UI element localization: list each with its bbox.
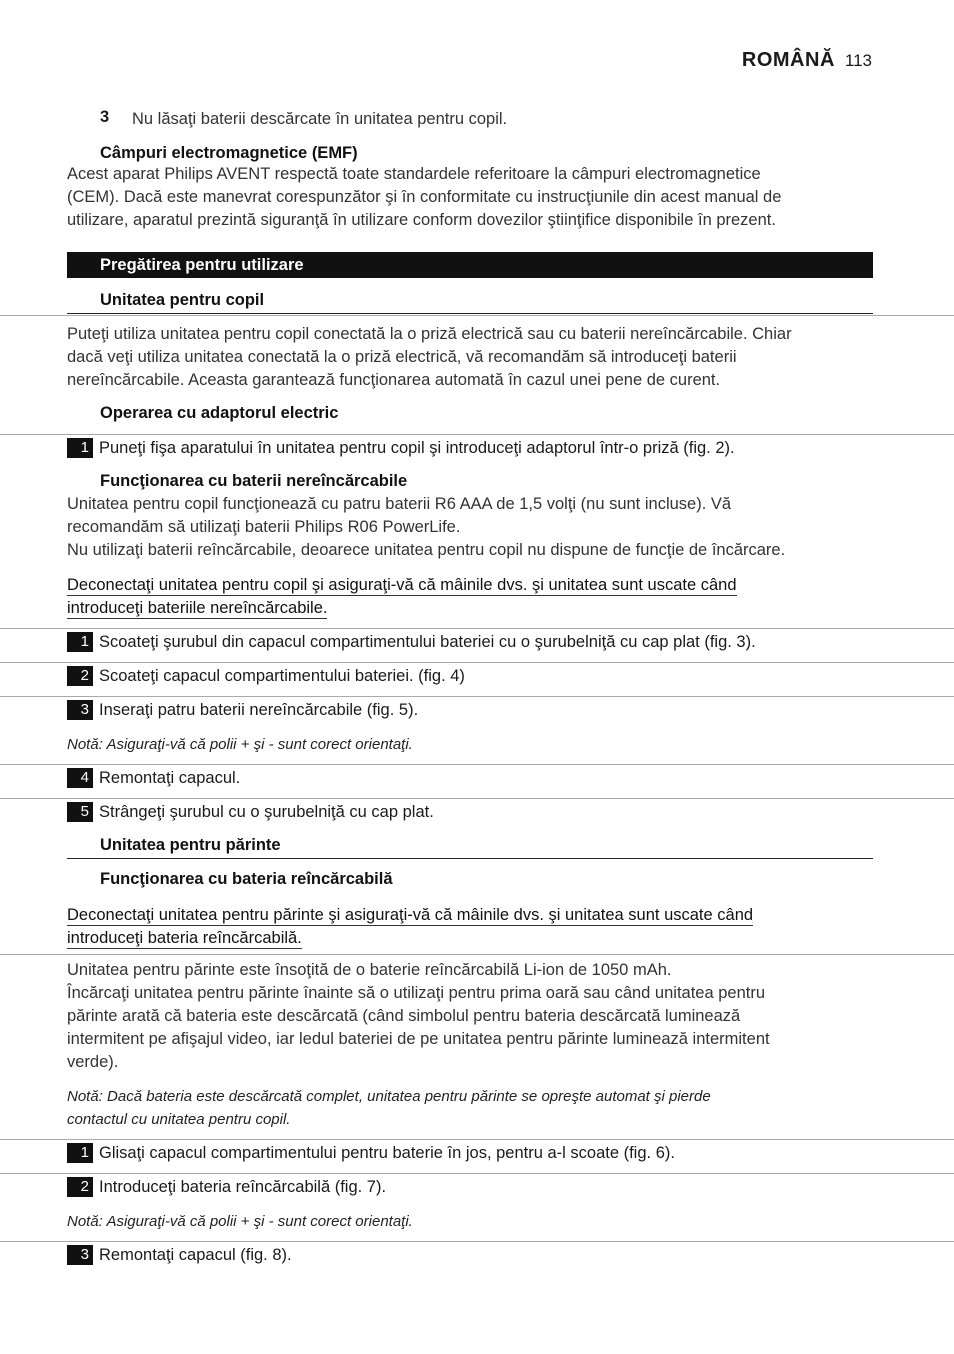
step-item	[67, 699, 418, 721]
divider	[0, 954, 954, 955]
parent-unit-line: verde).	[67, 1053, 119, 1071]
step-item	[67, 1176, 386, 1198]
divider	[0, 1241, 954, 1242]
page-header	[742, 49, 872, 72]
divider	[0, 1139, 954, 1140]
parent-unit-line: Unitatea pentru părinte este însoţită de o baterie reîncărcabilă Li-ion de 1050 mAh.	[67, 961, 672, 979]
step-item	[67, 1244, 292, 1266]
section-title-bar	[67, 252, 873, 278]
note: Notă: Asiguraţi-vă că polii + şi - sunt corect orientaţi.	[67, 1213, 413, 1230]
step-text: Strângeţi şurubul cu o şurubelniţă cu cap plat.	[99, 802, 434, 821]
emf-line: Acest aparat Philips AVENT respectă toate standardele referitoare la câmpuri electromagnetice	[67, 165, 761, 183]
step-item	[67, 437, 735, 459]
divider	[0, 1173, 954, 1174]
step-text: Introduceţi bateria reîncărcabilă (fig. 7).	[99, 1177, 387, 1196]
divider	[0, 662, 954, 663]
step-text: Remontaţi capacul (fig. 8).	[99, 1245, 292, 1264]
divider	[0, 798, 954, 799]
child-unit-line: nereîncărcabile. Aceasta garantează funcţionarea automată în cazul unei pene de curent.	[67, 371, 721, 389]
step-text: Puneţi fişa aparatului în unitatea pentru copil şi introduceţi adaptorul într-o priză (fig. 2).	[99, 438, 735, 457]
adapter-heading: Operarea cu adaptorul electric	[100, 404, 339, 422]
warning-line: Deconectaţi unitatea pentru copil şi asiguraţi-vă că mâinile dvs. şi unitatea sunt uscate când	[67, 576, 737, 594]
step-text: Inseraţi patru baterii nereîncărcabile (fig. 5).	[99, 700, 419, 719]
emf-line: (CEM). Dacă este manevrat corespunzător şi în conformitate cu instrucţiunile din acest manual de	[67, 188, 782, 206]
divider	[0, 315, 954, 316]
warning-line: Deconectaţi unitatea pentru părinte şi asiguraţi-vă că mâinile dvs. şi unitatea sunt uscate când	[67, 906, 754, 924]
heading-rule	[67, 313, 873, 314]
language-label: ROMÂNĂ	[741, 49, 835, 71]
divider	[0, 434, 954, 435]
warning-line: introduceţi bateriile nereîncărcabile.	[67, 599, 328, 617]
note: Notă: Asiguraţi-vă că polii + şi - sunt corect orientaţi.	[67, 736, 413, 753]
step-number: 3	[67, 700, 93, 720]
step-item	[67, 665, 465, 687]
step-text: Remontaţi capacul.	[99, 768, 241, 787]
divider	[0, 628, 954, 629]
step-number: 4	[67, 768, 93, 788]
step-item	[67, 801, 434, 823]
page-number: 113	[844, 51, 872, 70]
note: Notă: Dacă bateria este descărcată complet, unitatea pentru părinte se opreşte automat şi pierde	[67, 1088, 711, 1105]
step-text: Nu lăsaţi baterii descărcate în unitatea pentru copil.	[132, 110, 508, 128]
step-number: 3	[67, 1245, 93, 1265]
parent-unit-line: Încărcaţi unitatea pentru părinte înainte să o utilizaţi pentru prima oară sau când unitatea pentru	[67, 984, 766, 1002]
emf-line: utilizare, aparatul prezintă siguranţă în utilizare conform dovezilor ştiinţifice disponibile în prezent.	[67, 211, 776, 229]
step-text: Scoateţi şurubul din capacul compartimentului bateriei cu o şurubelniţă cu cap plat (fig. 3).	[99, 632, 756, 651]
step-number: 5	[67, 802, 93, 822]
step-number: 3	[100, 108, 110, 126]
step-number: 2	[67, 666, 93, 686]
emf-heading: Câmpuri electromagnetice (EMF)	[100, 144, 358, 162]
child-unit-line: dacă veţi utiliza unitatea conectată la o priză electrică, vă recomandăm să introduceţi baterii	[67, 348, 737, 366]
nonrech-heading: Funcţionarea cu baterii nereîncărcabile	[100, 472, 408, 490]
step-item	[67, 767, 240, 789]
step-item	[67, 1142, 675, 1164]
step-item	[67, 631, 756, 653]
step-text: Scoateţi capacul compartimentului bateriei. (fig. 4)	[99, 666, 465, 685]
parent-unit-line: intermitent pe afişajul video, iar ledul bateriei de pe unitatea pentru părinte luminează intermitent	[67, 1030, 770, 1048]
note: contactul cu unitatea pentru copil.	[67, 1111, 291, 1128]
child-unit-heading: Unitatea pentru copil	[100, 291, 265, 309]
step-number: 1	[67, 1143, 93, 1163]
nonrech-line: Unitatea pentru copil funcţionează cu patru baterii R6 AAA de 1,5 volţi (nu sunt incluse). Vă	[67, 495, 732, 513]
nonrech-line: recomandăm să utilizaţi baterii Philips R06 PowerLife.	[67, 518, 461, 536]
warning-line: introduceţi bateria reîncărcabilă.	[67, 929, 302, 947]
step-number: 2	[67, 1177, 93, 1197]
heading-rule	[67, 858, 873, 859]
step-text: Glisaţi capacul compartimentului pentru baterie în jos, pentru a-l scoate (fig. 6).	[99, 1143, 675, 1162]
divider	[0, 764, 954, 765]
parent-unit-subheading: Funcţionarea cu bateria reîncărcabilă	[100, 870, 393, 888]
nonrech-line: Nu utilizaţi baterii reîncărcabile, deoarece unitatea pentru copil nu dispune de funcţie de încărcare.	[67, 541, 786, 559]
step-number: 1	[67, 438, 93, 458]
parent-unit-line: părinte arată că bateria este descărcată (când simbolul pentru bateria descărcată luminează	[67, 1007, 741, 1025]
child-unit-line: Puteţi utiliza unitatea pentru copil conectată la o priză electrică sau cu baterii nereîncărcabile. Chiar	[67, 325, 792, 343]
step-number: 1	[67, 632, 93, 652]
section-title: Pregătirea pentru utilizare	[100, 256, 304, 274]
parent-unit-heading: Unitatea pentru părinte	[100, 836, 281, 854]
divider	[0, 696, 954, 697]
